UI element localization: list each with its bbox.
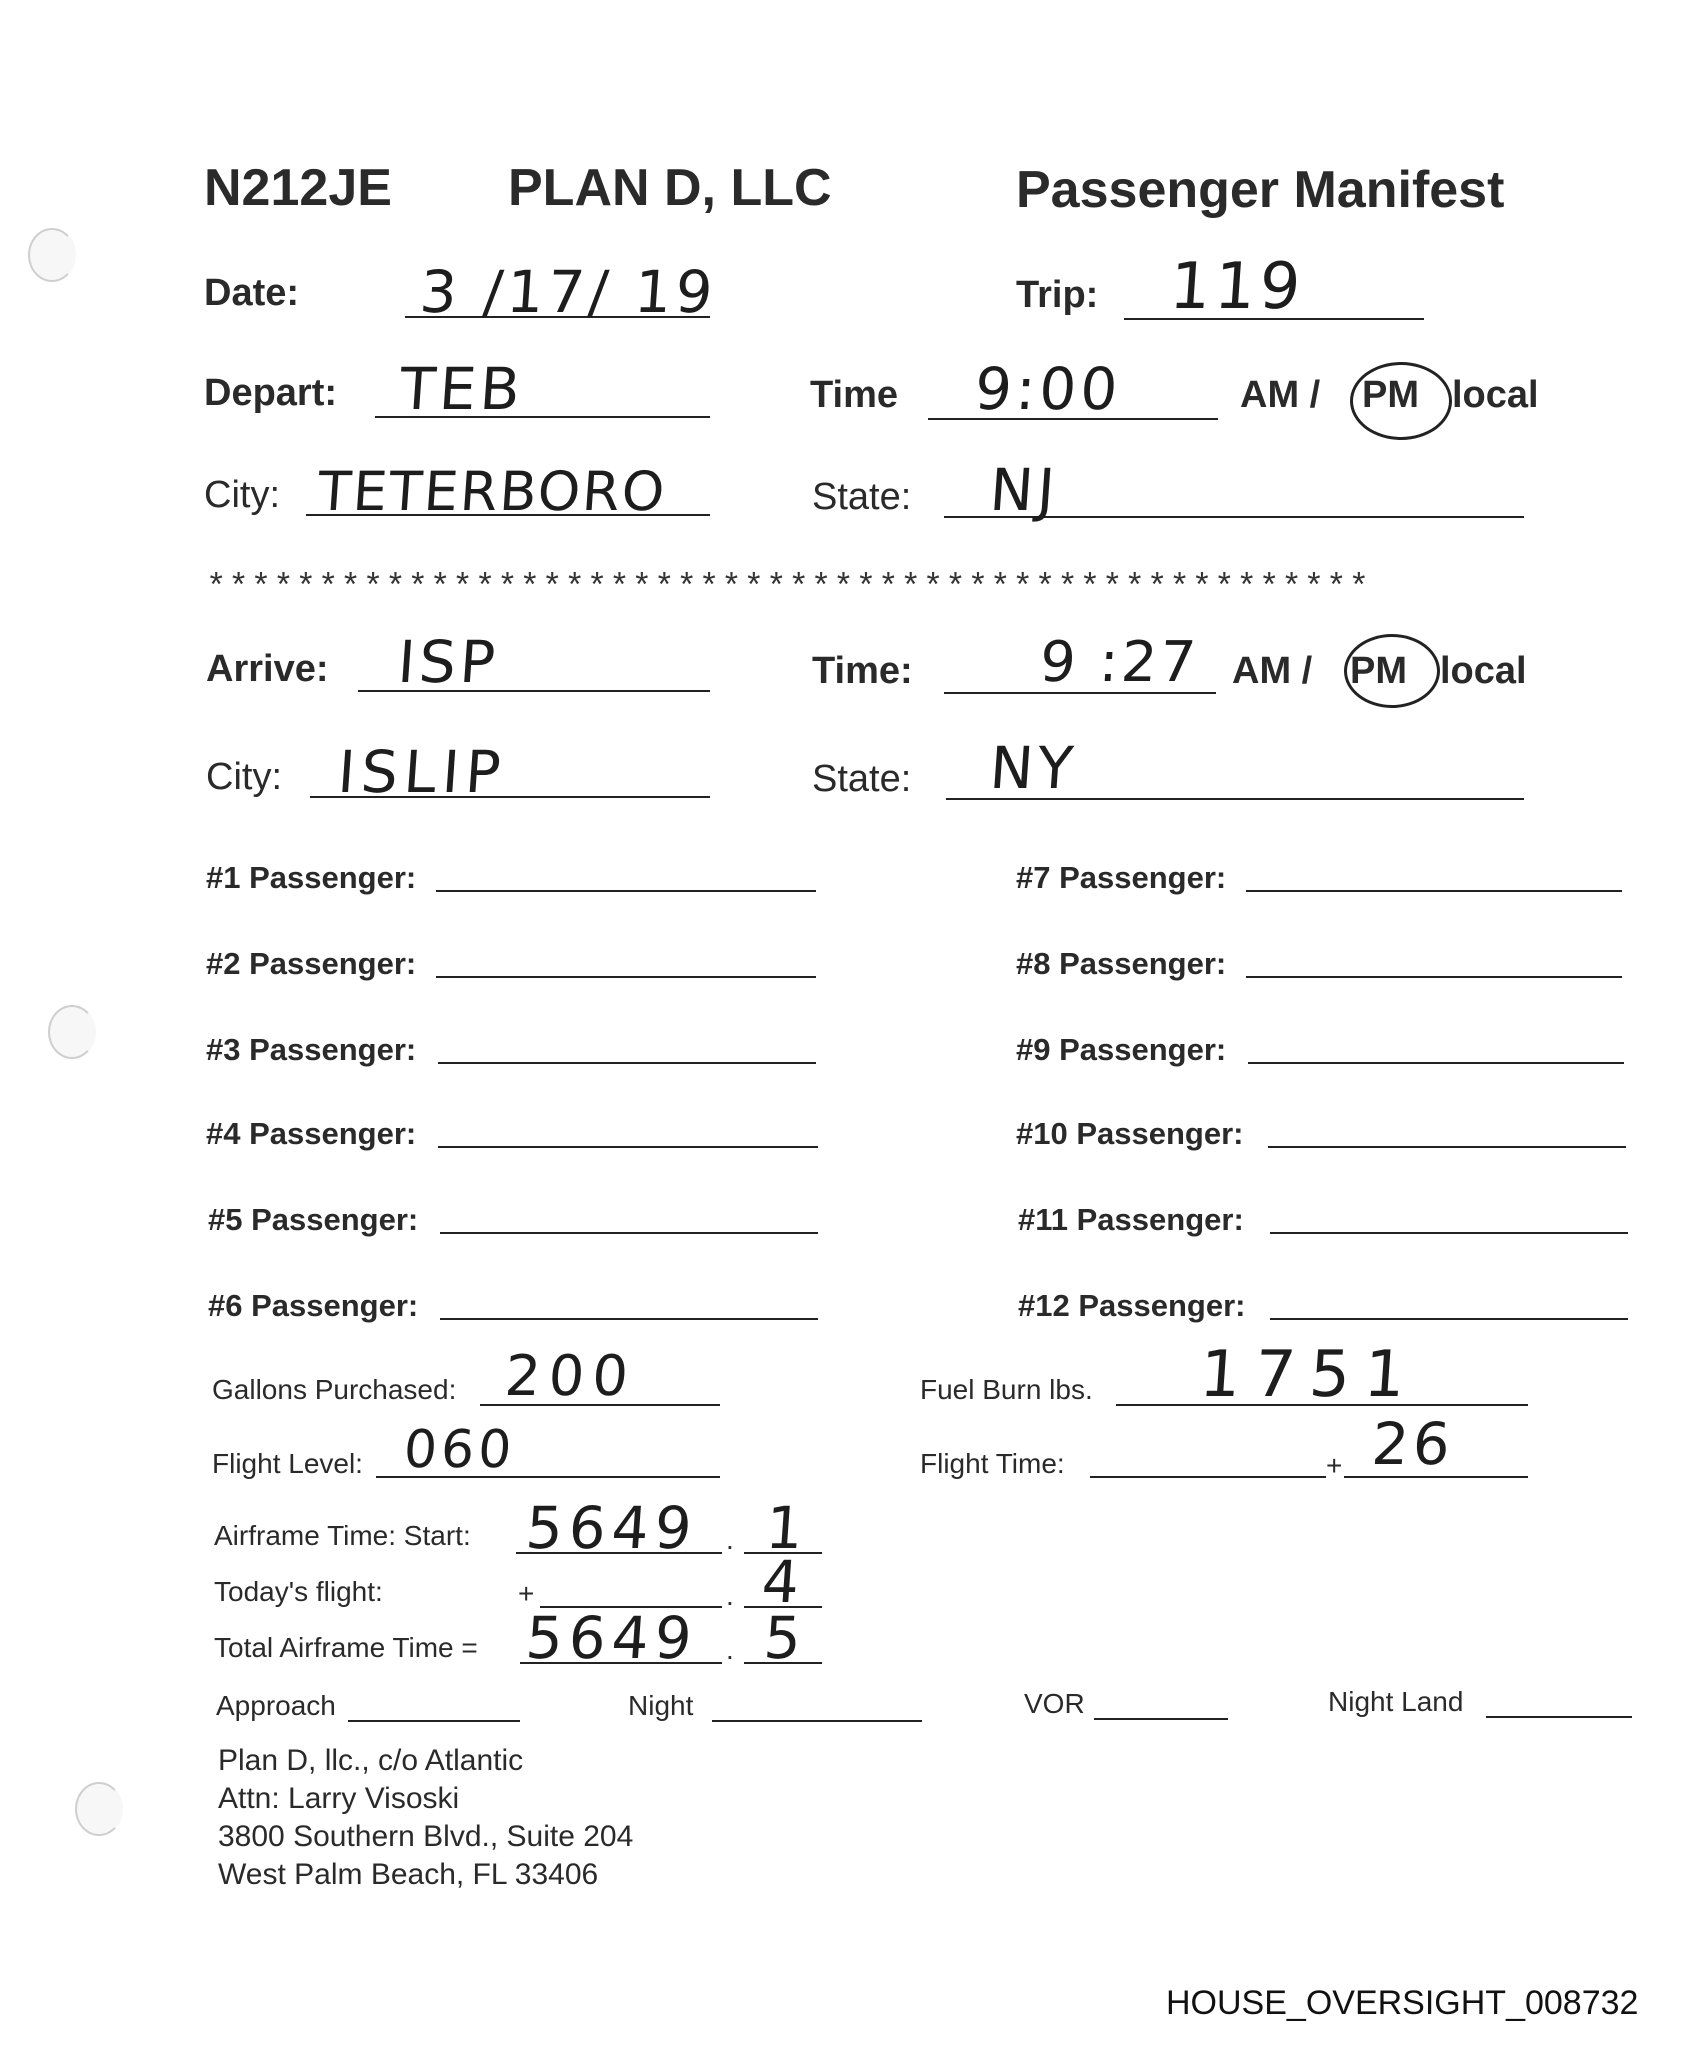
address-line-3: 3800 Southern Blvd., Suite 204 (218, 1820, 634, 1853)
depart-label: Depart: (204, 372, 338, 414)
depart-time-value: 9:00 (972, 355, 1124, 423)
date-value: 3 /17/ 19 (417, 258, 719, 326)
bates-number: HOUSE_OVERSIGHT_008732 (1166, 1984, 1639, 2022)
night-line[interactable] (712, 1720, 922, 1722)
arrive-state-label: State: (812, 758, 912, 800)
passenger-11-line[interactable] (1270, 1232, 1628, 1234)
address-line-4: West Palm Beach, FL 33406 (218, 1858, 599, 1891)
company-name: PLAN D, LLC (508, 159, 832, 217)
airframe-start-tenth: 1 (763, 1494, 810, 1562)
arrive-am-label: AM / (1232, 650, 1313, 692)
depart-local-label: local (1452, 374, 1539, 416)
depart-pm-label: PM (1362, 374, 1419, 416)
airframe-start-whole: 5649 (523, 1494, 700, 1562)
address-line-2: Attn: Larry Visoski (218, 1782, 460, 1815)
depart-state-label: State: (812, 476, 912, 518)
trip-label: Trip: (1016, 274, 1099, 316)
passenger-7-line[interactable] (1246, 890, 1622, 892)
passenger-10-line[interactable] (1268, 1146, 1626, 1148)
vor-line[interactable] (1094, 1718, 1228, 1720)
date-label: Date: (204, 272, 300, 314)
trip-value: 119 (1167, 250, 1307, 324)
arrive-pm-circle (1344, 634, 1440, 708)
passenger-1-label: #1 Passenger: (206, 860, 417, 895)
arrive-pm-label: PM (1350, 650, 1407, 692)
passenger-8-line[interactable] (1246, 976, 1622, 978)
address-block (218, 1742, 633, 1894)
depart-state-value: NJ (987, 456, 1061, 524)
passenger-9-line[interactable] (1248, 1062, 1624, 1064)
fuel-burn-label: Fuel Burn lbs. (920, 1374, 1093, 1405)
airframe-start-dot: . (726, 1524, 734, 1555)
passenger-7-label: #7 Passenger: (1016, 860, 1227, 895)
approach-line[interactable] (348, 1720, 520, 1722)
arrive-local-label: local (1440, 650, 1527, 692)
gallons-value: 200 (502, 1344, 639, 1409)
passenger-12-line[interactable] (1270, 1318, 1628, 1320)
passenger-5-label: #5 Passenger: (208, 1202, 419, 1237)
passenger-11-label: #11 Passenger: (1018, 1202, 1244, 1237)
passenger-4-line[interactable] (438, 1146, 818, 1148)
today-flight-label: Today's flight: (214, 1576, 383, 1607)
passenger-3-line[interactable] (438, 1062, 816, 1064)
page-title: Passenger Manifest (1016, 161, 1505, 219)
fuel-burn-value: 1751 (1197, 1338, 1422, 1412)
passenger-8-label: #8 Passenger: (1016, 946, 1227, 981)
arrive-city-value: ISLIP (335, 738, 509, 806)
depart-city-value: TETERBORO (315, 460, 669, 523)
passenger-4-label: #4 Passenger: (206, 1116, 417, 1151)
passenger-6-label: #6 Passenger: (208, 1288, 419, 1323)
passenger-9-label: #9 Passenger: (1016, 1032, 1227, 1067)
depart-am-label: AM / (1240, 374, 1321, 416)
total-airframe-label: Total Airframe Time = (214, 1632, 478, 1663)
total-airframe-whole: 5649 (523, 1604, 700, 1672)
flight-level-label: Flight Level: (212, 1448, 363, 1479)
flight-time-value: 26 (1369, 1410, 1457, 1478)
total-airframe-tenth: 5 (761, 1604, 808, 1672)
flight-level-value: 060 (401, 1420, 518, 1480)
today-flight-dot: . (726, 1580, 734, 1611)
tail-number: N212JE (204, 159, 392, 217)
passenger-2-label: #2 Passenger: (206, 946, 417, 981)
binder-hole-bottom (75, 1782, 123, 1836)
night-label: Night (628, 1690, 694, 1721)
flight-time-line-left (1090, 1476, 1326, 1478)
arrive-state-value: NY (987, 734, 1080, 802)
passenger-6-line[interactable] (440, 1318, 818, 1320)
gallons-label: Gallons Purchased: (212, 1374, 457, 1405)
approach-label: Approach (216, 1690, 336, 1721)
passenger-1-line[interactable] (436, 890, 816, 892)
binder-hole-top (28, 228, 76, 282)
passenger-5-line[interactable] (440, 1232, 818, 1234)
passenger-3-label: #3 Passenger: (206, 1032, 417, 1067)
arrive-time-value: 9 :27 (1037, 630, 1201, 695)
depart-pm-circle (1350, 362, 1452, 440)
today-flight-tenth: 4 (759, 1548, 806, 1616)
passenger-12-label: #12 Passenger: (1018, 1288, 1246, 1323)
flight-time-label: Flight Time: (920, 1448, 1065, 1479)
airframe-start-label: Airframe Time: Start: (214, 1520, 471, 1551)
depart-value: TEB (397, 355, 527, 423)
arrive-city-label: City: (206, 756, 282, 798)
arrive-value: ISP (395, 628, 502, 696)
address-line-1: Plan D, llc., c/o Atlantic (218, 1744, 524, 1777)
night-land-line[interactable] (1486, 1716, 1632, 1718)
arrive-time-label: Time: (812, 650, 913, 692)
night-land-label: Night Land (1328, 1686, 1464, 1717)
separator-stars: **************************************************** (206, 570, 1371, 608)
vor-label: VOR (1024, 1688, 1085, 1719)
arrive-label: Arrive: (206, 648, 329, 690)
passenger-10-label: #10 Passenger: (1016, 1116, 1244, 1151)
today-flight-plus: + (518, 1578, 535, 1609)
depart-city-label: City: (204, 474, 280, 516)
depart-time-label: Time (810, 374, 899, 416)
binder-hole-middle (48, 1005, 96, 1059)
flight-time-plus: + (1326, 1450, 1343, 1481)
passenger-2-line[interactable] (436, 976, 816, 978)
total-airframe-dot: . (726, 1634, 734, 1665)
